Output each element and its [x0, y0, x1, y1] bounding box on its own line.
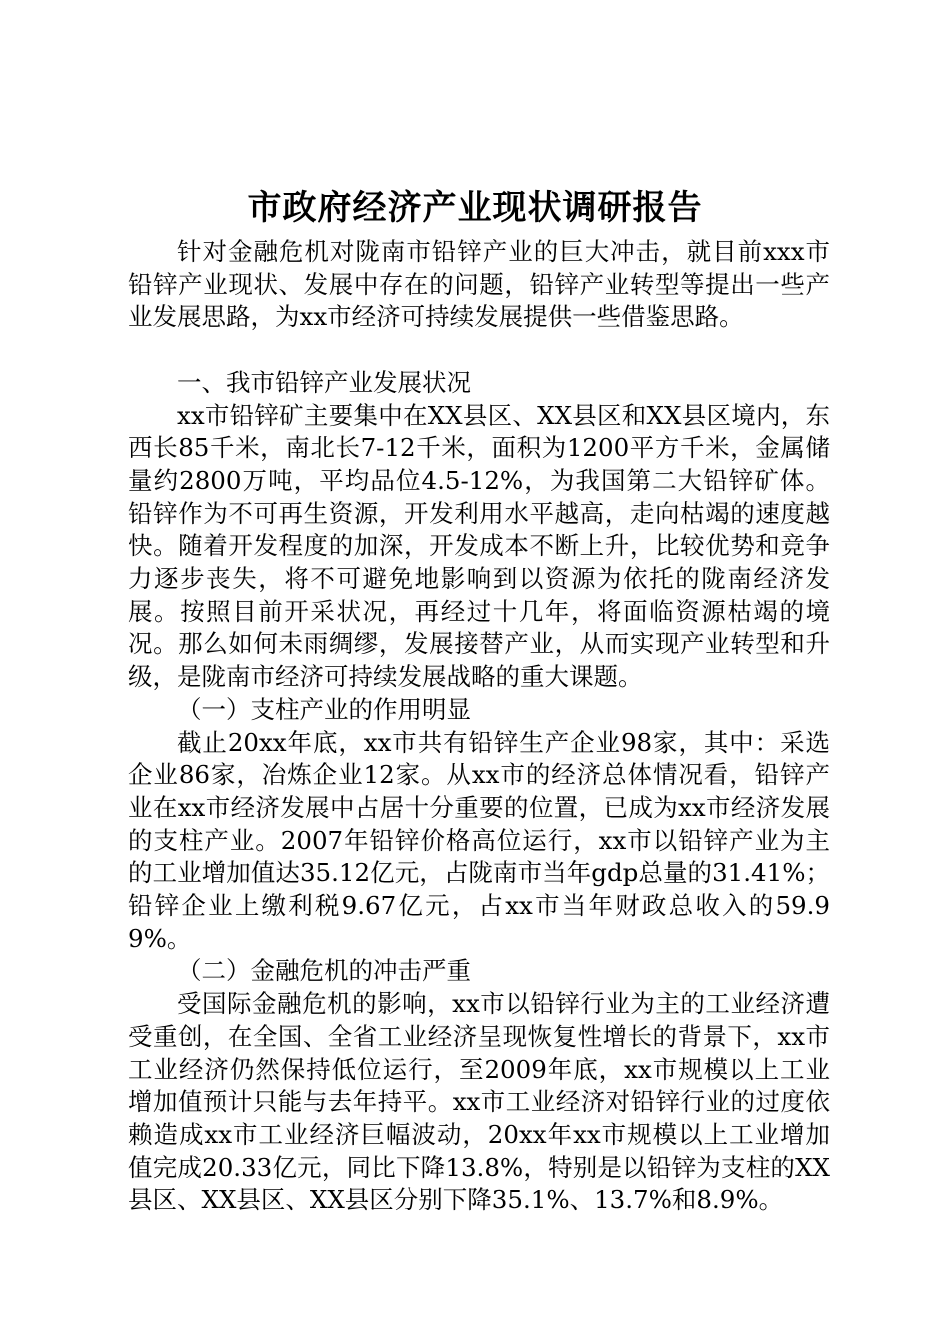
- intro-paragraph: 针对金融危机对陇南市铅锌产业的巨大冲击，就目前xxx市铅锌产业现状、发展中存在的问题，铅锌产业转型等提出一些产业发展思路，为xx市经济可持续发展提供一些借鉴思路。: [128, 237, 830, 332]
- subsection-heading-1: （一）支柱产业的作用明显: [177, 694, 471, 724]
- body-paragraph: xx市铅锌矿主要集中在XX县区、XX县区和XX县区境内，东西长85千米，南北长7-12千米，面积为1200平方千米，金属储量约2800万吨，平均品位4.5-12%，为我国第二大铅锌矿体。铅锌作为不可再生资源，开发利用水平越高，走向枯竭的速度越快。随着开发程度的加深，开发成本不断上升，比较优势和竞争力逐步丧失，将不可避免地影响到以资源为依托的陇南经济发展。按照目前开采状况，再经过十几年，将面临资源枯竭的境况。那么如何未雨绸缪，发展接替产业，从而实现产业转型和升级，是陇南市经济可持续发展战略的重大课题。: [128, 400, 830, 692]
- document-body: [128, 236, 830, 1217]
- document-title: 市政府经济产业现状调研报告: [247, 188, 703, 228]
- body-paragraph: 截止20xx年底，xx市共有铅锌生产企业98家，其中：采选企业86家，冶炼企业12家。从xx市的经济总体情况看，铅锌产业在xx市经济发展中占居十分重要的位置，已成为xx市经济发展的支柱产业。2007年铅锌价格高位运行，xx市以铅锌产业为主的工业增加值达35.12亿元，占陇南市当年gdp总量的31.41%；铅锌企业上缴利税9.67亿元，占xx市当年财政总收入的59.99%。: [128, 727, 830, 953]
- subsection-heading-2: （二）金融危机的冲击严重: [177, 956, 471, 986]
- body-paragraph: 受国际金融危机的影响，xx市以铅锌行业为主的工业经济遭受重创，在全国、全省工业经济呈现恢复性增长的背景下，xx市工业经济仍然保持低位运行，至2009年底，xx市规模以上工业增加值预计只能与去年持平。xx市工业经济对铅锌行业的过度依赖造成xx市工业经济巨幅波动，20xx年xx市规模以上工业增加值完成20.33亿元，同比下降13.8%，特别是以铅锌为支柱的XX县区、XX县区、XX县区分别下降35.1%、13.7%和8.9%。: [128, 989, 830, 1215]
- section-heading-1: 一、我市铅锌产业发展状况: [177, 367, 471, 397]
